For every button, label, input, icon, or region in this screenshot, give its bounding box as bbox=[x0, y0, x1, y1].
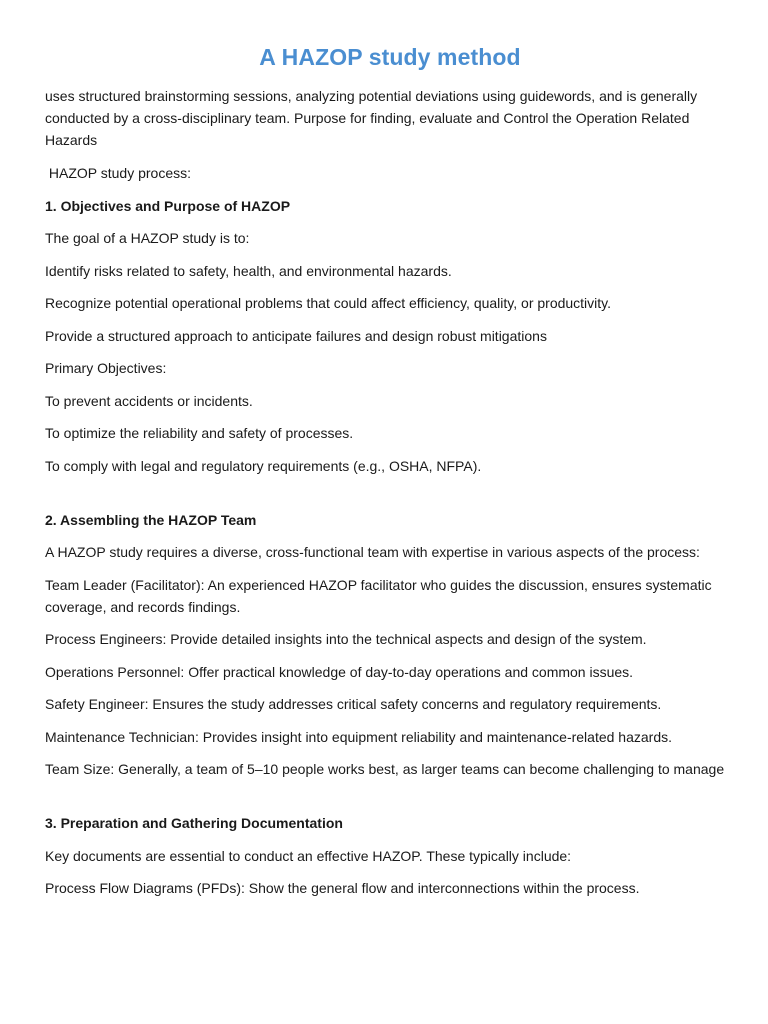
list-item: Team Size: Generally, a team of 5–10 people works best, as larger teams can become challenging to manage bbox=[45, 761, 725, 777]
list-item: Operations Personnel: Offer practical knowledge of day-to-day operations and common issues. bbox=[45, 663, 634, 680]
list-item: Maintenance Technician: Provides insight into equipment reliability and maintenance-related hazards. bbox=[45, 728, 672, 745]
list-item: To comply with legal and regulatory requirements (e.g., OSHA, NFPA). bbox=[45, 457, 482, 474]
list-item: Recognize potential operational problems that could affect efficiency, quality, or productivity. bbox=[45, 295, 612, 311]
intro-paragraph: uses structured brainstorming sessions, analyzing potential deviations using guidewords, and is generally conducted by a cross-disciplinary team. Purpose for finding, evaluate and Control the Operation Related Hazards bbox=[45, 88, 698, 148]
list-item: Team Leader (Facilitator): An experienced HAZOP facilitator who guides the discussion, ensures systematic coverage, and records findings. bbox=[45, 576, 712, 615]
section-1-goal: The goal of a HAZOP study is to: bbox=[45, 230, 250, 246]
list-item: To prevent accidents or incidents. bbox=[45, 392, 253, 409]
document-page bbox=[45, 44, 735, 910]
section-1-heading: 1. Objectives and Purpose of HAZOP bbox=[45, 197, 291, 214]
section-3-heading: 3. Preparation and Gathering Documentation bbox=[45, 815, 343, 831]
list-item: Provide a structured approach to anticipate failures and design robust mitigations bbox=[45, 327, 547, 344]
list-item: Process Flow Diagrams (PFDs): Show the general flow and interconnections within the process. bbox=[45, 880, 640, 896]
section-2-heading: 2. Assembling the HAZOP Team bbox=[45, 511, 257, 528]
section-2-intro: A HAZOP study requires a diverse, cross-functional team with expertise in various aspects of the process: bbox=[45, 544, 700, 560]
primary-objectives-label: Primary Objectives: bbox=[45, 360, 167, 376]
page-title: A HAZOP study method bbox=[259, 44, 521, 70]
list-item: To optimize the reliability and safety of processes. bbox=[45, 425, 354, 441]
list-item: Process Engineers: Provide detailed insights into the technical aspects and design of the system. bbox=[45, 631, 647, 647]
list-item: Safety Engineer: Ensures the study addresses critical safety concerns and regulatory requirements. bbox=[45, 696, 662, 712]
list-item: Identify risks related to safety, health, and environmental hazards. bbox=[45, 262, 452, 279]
process-label: HAZOP study process: bbox=[45, 165, 192, 181]
section-3-intro: Key documents are essential to conduct an effective HAZOP. These typically include: bbox=[45, 847, 572, 864]
